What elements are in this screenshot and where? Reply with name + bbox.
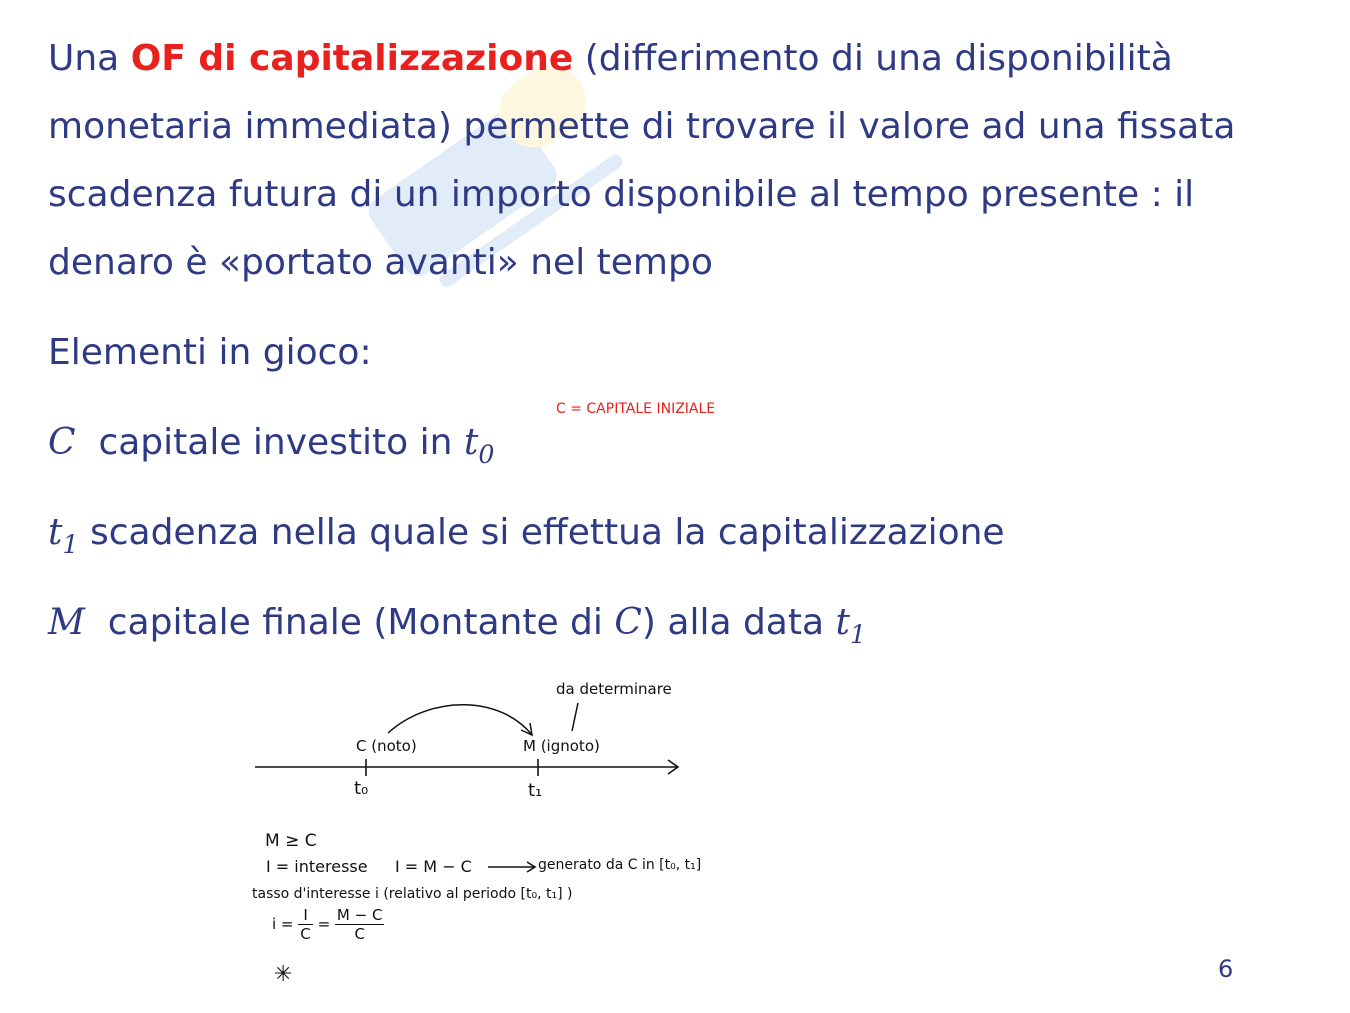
determinare-pointer <box>572 703 578 731</box>
tasso-line: tasso d'interesse i (relativo al periodo [t₀, t₁] ) <box>252 886 573 902</box>
label-tick-t0: t₀ <box>354 778 369 799</box>
symbol-t1: t <box>48 512 63 553</box>
inequality-m-c: M ≥ C <box>265 831 317 851</box>
interesse-definition: I = interesse <box>266 857 368 876</box>
interesse-formula: I = M − C <box>395 857 472 876</box>
label-c-noto: C (noto) <box>356 737 417 755</box>
formula-equals: = <box>317 915 331 933</box>
intro-line-4: denaro è «portato avanti» nel tempo <box>48 242 713 283</box>
fraction-m-minus-c-over-c <box>335 906 385 943</box>
symbol-t0: t <box>463 422 479 463</box>
symbol-t1-sub: 1 <box>62 529 79 559</box>
intro-highlight: OF di capitalizzazione <box>130 38 574 79</box>
symbol-m: M <box>48 602 85 643</box>
label-da-determinare: da determinare <box>556 680 672 698</box>
fraction-1-denominator: C <box>300 925 311 943</box>
element-m-text-b: ) alla data <box>641 602 825 643</box>
symbol-t0-sub: 0 <box>478 439 495 469</box>
symbol-c-inline: C <box>614 602 642 643</box>
label-m-ignoto: M (ignoto) <box>523 737 600 755</box>
curved-arrow-c-to-m <box>388 705 532 735</box>
symbol-c: C <box>48 422 76 463</box>
formula-i <box>272 906 384 943</box>
formula-i-label: i = <box>272 915 294 933</box>
intro-line-1-rest: (differimento di una disponibilità <box>584 38 1173 79</box>
element-c-text: capitale investito in <box>98 422 453 463</box>
intro-line-3: scadenza futura di un importo disponibile al tempo presente : il <box>48 174 1195 215</box>
symbol-m-t1: t <box>835 602 850 643</box>
generato-text: generato da C in [t₀, t₁] <box>538 857 702 873</box>
label-tick-t1: t₁ <box>528 780 543 801</box>
page-number: 6 <box>1218 955 1234 983</box>
intro-line-2: monetaria immediata) permette di trovare il valore ad una fissata <box>48 106 1236 147</box>
red-handwritten-note: C = CAPITALE INIZIALE <box>556 401 716 417</box>
element-m-text-a: capitale finale (Montante di <box>107 602 603 643</box>
asterisk-icon: ✳ <box>274 962 293 987</box>
fraction-1-numerator: I <box>298 906 312 925</box>
elements-heading: Elementi in gioco: <box>48 332 372 373</box>
intro-lead: Una <box>48 38 120 79</box>
fraction-2-denominator: C <box>354 925 365 943</box>
fraction-i-over-c <box>298 906 312 943</box>
fraction-2-numerator: M − C <box>336 906 383 924</box>
element-t1-text: scadenza nella quale si effettua la capitalizzazione <box>89 512 1005 553</box>
symbol-m-t1-sub: 1 <box>849 619 866 649</box>
